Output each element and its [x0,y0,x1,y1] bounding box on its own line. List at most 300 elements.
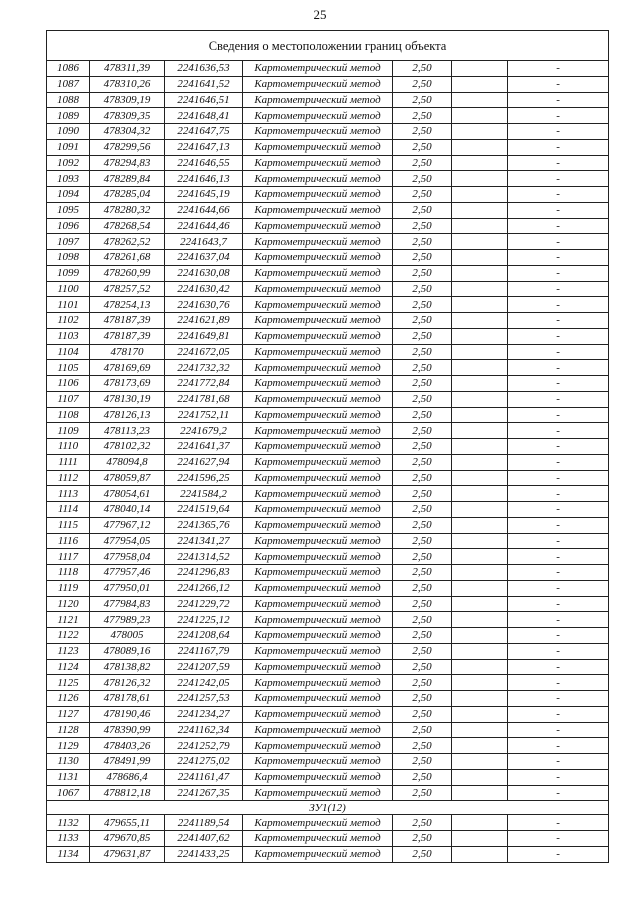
x-coordinate-cell: 478190,46 [90,706,165,722]
accuracy-cell: 2,50 [393,328,452,344]
empty-cell [452,738,508,754]
empty-cell [452,659,508,675]
y-coordinate-cell: 2241167,79 [165,643,243,659]
x-coordinate-cell: 479655,11 [90,815,165,831]
y-coordinate-cell: 2241649,81 [165,328,243,344]
method-cell: Картометрический метод [243,815,393,831]
point-number-cell: 1131 [47,769,90,785]
table-row [47,313,609,329]
point-number-cell: 1097 [47,234,90,250]
accuracy-cell: 2,50 [393,738,452,754]
y-coordinate-cell: 2241189,54 [165,815,243,831]
x-coordinate-cell: 478262,52 [90,234,165,250]
point-number-cell: 1107 [47,391,90,407]
y-coordinate-cell: 2241645,19 [165,187,243,203]
point-number-cell: 1102 [47,313,90,329]
method-cell: Картометрический метод [243,407,393,423]
y-coordinate-cell: 2241643,7 [165,234,243,250]
empty-cell [452,831,508,847]
table-row [47,423,609,439]
x-coordinate-cell: 478289,84 [90,171,165,187]
method-cell: Картометрический метод [243,722,393,738]
x-coordinate-cell: 478040,14 [90,502,165,518]
point-number-cell: 1134 [47,846,90,862]
point-number-cell: 1100 [47,281,90,297]
description-cell: - [508,376,609,392]
table-row [47,171,609,187]
table-row [47,76,609,92]
accuracy-cell: 2,50 [393,846,452,862]
accuracy-cell: 2,50 [393,691,452,707]
empty-cell [452,580,508,596]
y-coordinate-cell: 2241252,79 [165,738,243,754]
accuracy-cell: 2,50 [393,533,452,549]
description-cell: - [508,738,609,754]
method-cell: Картометрический метод [243,92,393,108]
y-coordinate-cell: 2241275,02 [165,754,243,770]
method-cell: Картометрический метод [243,344,393,360]
x-coordinate-cell: 478178,61 [90,691,165,707]
point-number-cell: 1096 [47,218,90,234]
accuracy-cell: 2,50 [393,234,452,250]
point-number-cell: 1098 [47,250,90,266]
x-coordinate-cell: 478054,61 [90,486,165,502]
x-coordinate-cell: 478491,99 [90,754,165,770]
y-coordinate-cell: 2241630,42 [165,281,243,297]
empty-cell [452,171,508,187]
x-coordinate-cell: 478260,99 [90,265,165,281]
description-cell: - [508,423,609,439]
accuracy-cell: 2,50 [393,171,452,187]
description-cell: - [508,565,609,581]
table-row [47,486,609,502]
accuracy-cell: 2,50 [393,218,452,234]
empty-cell [452,628,508,644]
table-row [47,124,609,140]
empty-cell [452,612,508,628]
point-number-cell: 1114 [47,502,90,518]
empty-cell [452,250,508,266]
accuracy-cell: 2,50 [393,265,452,281]
y-coordinate-cell: 2241584,2 [165,486,243,502]
description-cell: - [508,92,609,108]
y-coordinate-cell: 2241596,25 [165,470,243,486]
point-number-cell: 1105 [47,360,90,376]
x-coordinate-cell: 478310,26 [90,76,165,92]
method-cell: Картометрический метод [243,234,393,250]
x-coordinate-cell: 479670,85 [90,831,165,847]
point-number-cell: 1087 [47,76,90,92]
x-coordinate-cell: 478309,35 [90,108,165,124]
accuracy-cell: 2,50 [393,187,452,203]
point-number-cell: 1109 [47,423,90,439]
table-row [47,596,609,612]
x-coordinate-cell: 478268,54 [90,218,165,234]
empty-cell [452,423,508,439]
table-row [47,815,609,831]
empty-cell [452,391,508,407]
table-row [47,580,609,596]
y-coordinate-cell: 2241208,64 [165,628,243,644]
x-coordinate-cell: 477967,12 [90,517,165,533]
accuracy-cell: 2,50 [393,596,452,612]
point-number-cell: 1101 [47,297,90,313]
method-cell: Картометрический метод [243,265,393,281]
description-cell: - [508,391,609,407]
method-cell: Картометрический метод [243,580,393,596]
point-number-cell: 1122 [47,628,90,644]
x-coordinate-cell: 478261,68 [90,250,165,266]
x-coordinate-cell: 478309,19 [90,92,165,108]
x-coordinate-cell: 478089,16 [90,643,165,659]
y-coordinate-cell: 2241161,47 [165,769,243,785]
point-number-cell: 1120 [47,596,90,612]
empty-cell [452,815,508,831]
description-cell: - [508,281,609,297]
description-cell: - [508,139,609,155]
table-row [47,706,609,722]
description-cell: - [508,108,609,124]
x-coordinate-cell: 477989,23 [90,612,165,628]
point-number-cell: 1092 [47,155,90,171]
table-row [47,517,609,533]
accuracy-cell: 2,50 [393,549,452,565]
y-coordinate-cell: 2241267,35 [165,785,243,801]
empty-cell [452,486,508,502]
accuracy-cell: 2,50 [393,281,452,297]
description-cell: - [508,769,609,785]
table-row [47,439,609,455]
method-cell: Картометрический метод [243,313,393,329]
empty-cell [452,596,508,612]
description-cell: - [508,76,609,92]
description-cell: - [508,675,609,691]
empty-cell [452,643,508,659]
description-cell: - [508,846,609,862]
x-coordinate-cell: 478403,26 [90,738,165,754]
description-cell: - [508,486,609,502]
y-coordinate-cell: 2241242,05 [165,675,243,691]
point-number-cell: 1128 [47,722,90,738]
empty-cell [452,218,508,234]
accuracy-cell: 2,50 [393,108,452,124]
section-row [47,801,609,815]
point-number-cell: 1117 [47,549,90,565]
empty-cell [452,675,508,691]
point-number-cell: 1099 [47,265,90,281]
table-row [47,328,609,344]
table-row [47,218,609,234]
point-number-cell: 1111 [47,454,90,470]
empty-cell [452,313,508,329]
y-coordinate-cell: 2241630,76 [165,297,243,313]
y-coordinate-cell: 2241433,25 [165,846,243,862]
method-cell: Картометрический метод [243,470,393,486]
point-number-cell: 1126 [47,691,90,707]
method-cell: Картометрический метод [243,628,393,644]
accuracy-cell: 2,50 [393,754,452,770]
empty-cell [452,76,508,92]
point-number-cell: 1119 [47,580,90,596]
y-coordinate-cell: 2241314,52 [165,549,243,565]
method-cell: Картометрический метод [243,706,393,722]
y-coordinate-cell: 2241407,62 [165,831,243,847]
method-cell: Картометрический метод [243,297,393,313]
method-cell: Картометрический метод [243,659,393,675]
table-row [47,265,609,281]
method-cell: Картометрический метод [243,139,393,155]
empty-cell [452,360,508,376]
boundary-coordinates-table [46,30,609,863]
y-coordinate-cell: 2241732,32 [165,360,243,376]
method-cell: Картометрический метод [243,439,393,455]
y-coordinate-cell: 2241519,64 [165,502,243,518]
method-cell: Картометрический метод [243,785,393,801]
y-coordinate-cell: 2241162,34 [165,722,243,738]
table-row [47,549,609,565]
point-number-cell: 1094 [47,187,90,203]
description-cell: - [508,470,609,486]
accuracy-cell: 2,50 [393,76,452,92]
empty-cell [452,234,508,250]
x-coordinate-cell: 478254,13 [90,297,165,313]
empty-cell [452,722,508,738]
empty-cell [452,328,508,344]
point-number-cell: 1110 [47,439,90,455]
table-row [47,187,609,203]
x-coordinate-cell: 477984,83 [90,596,165,612]
accuracy-cell: 2,50 [393,297,452,313]
accuracy-cell: 2,50 [393,407,452,423]
empty-cell [452,565,508,581]
empty-cell [452,706,508,722]
description-cell: - [508,549,609,565]
point-number-cell: 1091 [47,139,90,155]
point-number-cell: 1125 [47,675,90,691]
method-cell: Картометрический метод [243,533,393,549]
method-cell: Картометрический метод [243,328,393,344]
accuracy-cell: 2,50 [393,376,452,392]
table-row [47,155,609,171]
empty-cell [452,769,508,785]
method-cell: Картометрический метод [243,423,393,439]
y-coordinate-cell: 2241621,89 [165,313,243,329]
description-cell: - [508,155,609,171]
table-row [47,643,609,659]
empty-cell [452,187,508,203]
x-coordinate-cell: 478294,83 [90,155,165,171]
accuracy-cell: 2,50 [393,344,452,360]
point-number-cell: 1108 [47,407,90,423]
table-row [47,376,609,392]
table-header-row [47,31,609,61]
y-coordinate-cell: 2241296,83 [165,565,243,581]
method-cell: Картометрический метод [243,831,393,847]
table-row [47,846,609,862]
x-coordinate-cell: 478138,82 [90,659,165,675]
accuracy-cell: 2,50 [393,360,452,376]
description-cell: - [508,659,609,675]
y-coordinate-cell: 2241781,68 [165,391,243,407]
x-coordinate-cell: 478257,52 [90,281,165,297]
empty-cell [452,376,508,392]
description-cell: - [508,328,609,344]
x-coordinate-cell: 477954,05 [90,533,165,549]
description-cell: - [508,628,609,644]
table-row [47,281,609,297]
description-cell: - [508,265,609,281]
y-coordinate-cell: 2241646,55 [165,155,243,171]
table-row [47,61,609,77]
x-coordinate-cell: 477958,04 [90,549,165,565]
description-cell: - [508,580,609,596]
y-coordinate-cell: 2241647,13 [165,139,243,155]
method-cell: Картометрический метод [243,250,393,266]
accuracy-cell: 2,50 [393,580,452,596]
x-coordinate-cell: 478311,39 [90,61,165,77]
table-row [47,675,609,691]
accuracy-cell: 2,50 [393,612,452,628]
method-cell: Картометрический метод [243,738,393,754]
empty-cell [452,124,508,140]
point-number-cell: 1113 [47,486,90,502]
method-cell: Картометрический метод [243,108,393,124]
x-coordinate-cell: 479631,87 [90,846,165,862]
y-coordinate-cell: 2241225,12 [165,612,243,628]
table-row [47,769,609,785]
x-coordinate-cell: 478812,18 [90,785,165,801]
y-coordinate-cell: 2241641,52 [165,76,243,92]
description-cell: - [508,596,609,612]
description-cell: - [508,407,609,423]
accuracy-cell: 2,50 [393,92,452,108]
x-coordinate-cell: 478390,99 [90,722,165,738]
empty-cell [452,202,508,218]
point-number-cell: 1129 [47,738,90,754]
accuracy-cell: 2,50 [393,643,452,659]
y-coordinate-cell: 2241341,27 [165,533,243,549]
accuracy-cell: 2,50 [393,454,452,470]
accuracy-cell: 2,50 [393,391,452,407]
description-cell: - [508,454,609,470]
description-cell: - [508,831,609,847]
accuracy-cell: 2,50 [393,722,452,738]
method-cell: Картометрический метод [243,502,393,518]
accuracy-cell: 2,50 [393,313,452,329]
x-coordinate-cell: 478299,56 [90,139,165,155]
description-cell: - [508,643,609,659]
empty-cell [452,61,508,77]
table-row [47,139,609,155]
method-cell: Картометрический метод [243,769,393,785]
y-coordinate-cell: 2241637,04 [165,250,243,266]
x-coordinate-cell: 478187,39 [90,313,165,329]
description-cell: - [508,815,609,831]
point-number-cell: 1095 [47,202,90,218]
table-row [47,92,609,108]
empty-cell [452,785,508,801]
method-cell: Картометрический метод [243,360,393,376]
accuracy-cell: 2,50 [393,831,452,847]
empty-cell [452,344,508,360]
method-cell: Картометрический метод [243,124,393,140]
point-number-cell: 1086 [47,61,90,77]
table-row [47,612,609,628]
y-coordinate-cell: 2241636,53 [165,61,243,77]
empty-cell [452,92,508,108]
table-row [47,502,609,518]
description-cell: - [508,691,609,707]
description-cell: - [508,344,609,360]
empty-cell [452,754,508,770]
y-coordinate-cell: 2241647,75 [165,124,243,140]
y-coordinate-cell: 2241641,37 [165,439,243,455]
y-coordinate-cell: 2241257,53 [165,691,243,707]
description-cell: - [508,202,609,218]
method-cell: Картометрический метод [243,846,393,862]
table-row [47,470,609,486]
y-coordinate-cell: 2241672,05 [165,344,243,360]
table-row [47,234,609,250]
method-cell: Картометрический метод [243,187,393,203]
x-coordinate-cell: 478059,87 [90,470,165,486]
accuracy-cell: 2,50 [393,250,452,266]
y-coordinate-cell: 2241627,94 [165,454,243,470]
accuracy-cell: 2,50 [393,517,452,533]
table-row [47,831,609,847]
table-row [47,454,609,470]
table-row [47,738,609,754]
method-cell: Картометрический метод [243,517,393,533]
table-row [47,785,609,801]
empty-cell [452,846,508,862]
description-cell: - [508,124,609,140]
point-number-cell: 1118 [47,565,90,581]
x-coordinate-cell: 477957,46 [90,565,165,581]
point-number-cell: 1090 [47,124,90,140]
method-cell: Картометрический метод [243,612,393,628]
accuracy-cell: 2,50 [393,565,452,581]
accuracy-cell: 2,50 [393,769,452,785]
point-number-cell: 1093 [47,171,90,187]
description-cell: - [508,234,609,250]
description-cell: - [508,297,609,313]
table-row [47,297,609,313]
table-row [47,391,609,407]
y-coordinate-cell: 2241772,84 [165,376,243,392]
accuracy-cell: 2,50 [393,502,452,518]
x-coordinate-cell: 478169,69 [90,360,165,376]
method-cell: Картометрический метод [243,218,393,234]
x-coordinate-cell: 478094,8 [90,454,165,470]
point-number-cell: 1115 [47,517,90,533]
empty-cell [452,691,508,707]
x-coordinate-cell: 477950,01 [90,580,165,596]
method-cell: Картометрический метод [243,643,393,659]
table-row [47,565,609,581]
method-cell: Картометрический метод [243,61,393,77]
method-cell: Картометрический метод [243,565,393,581]
x-coordinate-cell: 478686,4 [90,769,165,785]
method-cell: Картометрический метод [243,691,393,707]
x-coordinate-cell: 478173,69 [90,376,165,392]
description-cell: - [508,187,609,203]
table-row [47,202,609,218]
table-row [47,628,609,644]
x-coordinate-cell: 478170 [90,344,165,360]
table-row [47,691,609,707]
y-coordinate-cell: 2241679,2 [165,423,243,439]
